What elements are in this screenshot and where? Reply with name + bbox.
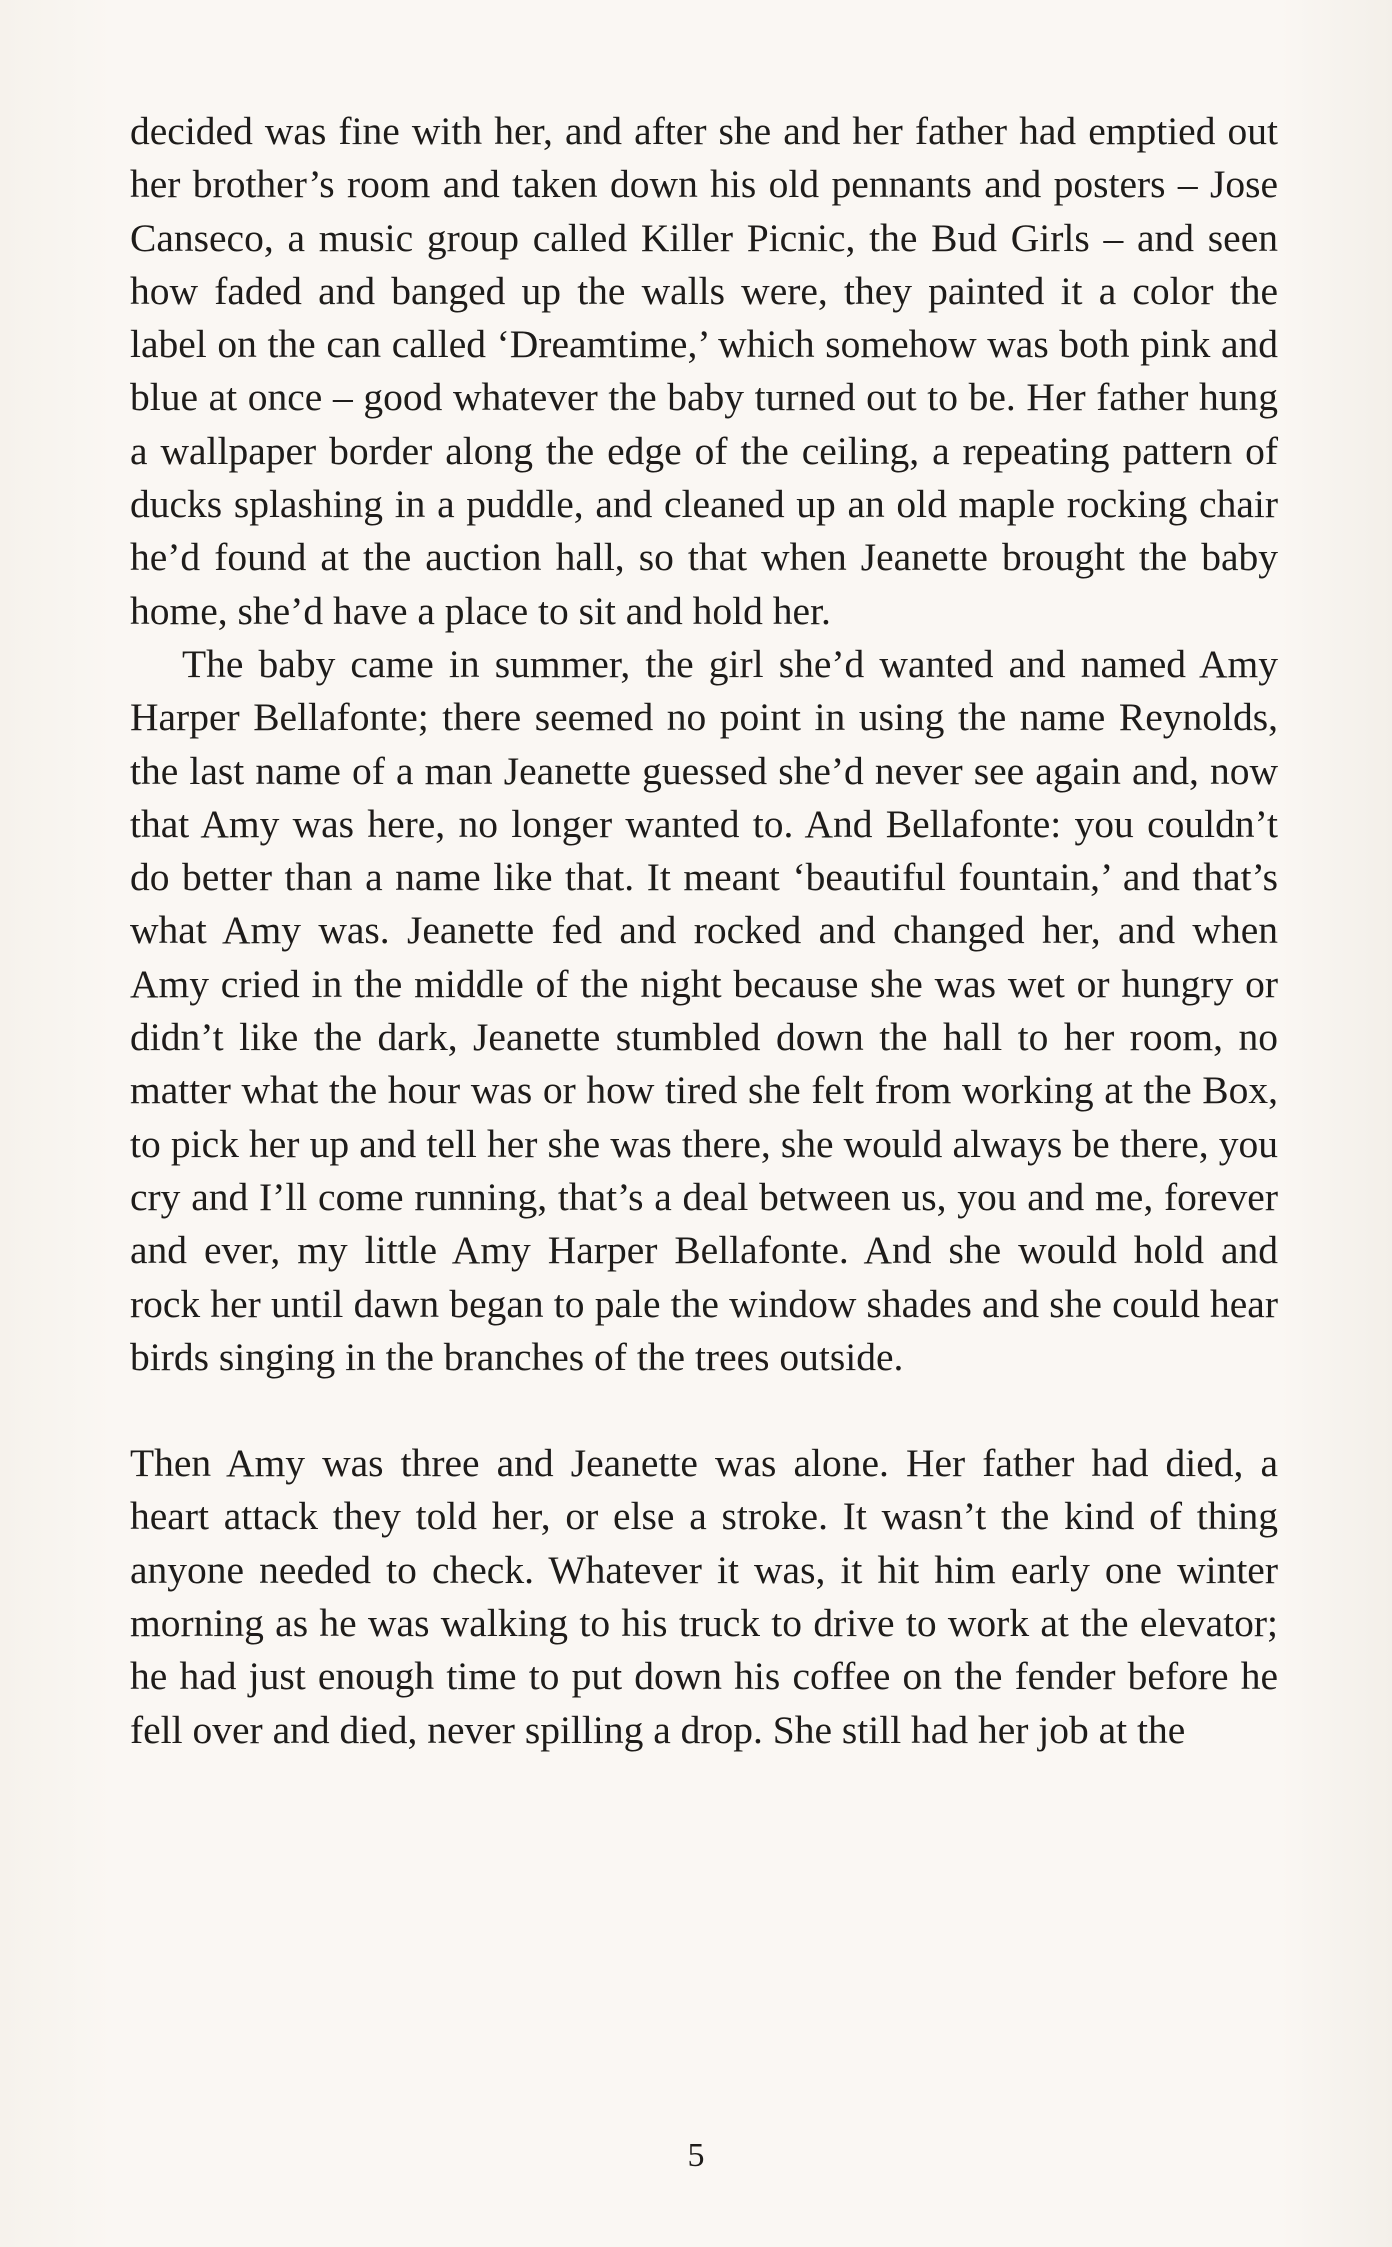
paragraph-1: decided was fine with her, and after she and her father had emptied out her brother’s room and taken down his old pennants and posters – Jose Canseco, a music group called Killer Picnic, the Bud Girls – and seen how faded and banged up the walls were, they painted it a color the label on the can called ‘Dreamtime,’ which somehow was both pink and blue at once – good whatever the baby turned out to be. Her father hung a wallpaper border along the edge of the ceiling, a repeating pattern of ducks splashing in a puddle, and cleaned up an old maple rocking chair he’d found at the auction hall, so that when Jeanette brought the baby home, she’d have a place to sit and hold her. (130, 109, 1278, 633)
body-text (130, 105, 1278, 1757)
paragraph-3: Then Amy was three and Jeanette was alone. Her father had died, a heart attack they told her, or else a stroke. It wasn’t the kind of thing anyone needed to check. Whatever it was, it hit him early one winter morning as he was walking to his truck to drive to work at the elevator; he had just enough time to put down his coffee on the fender before he fell over and died, never spilling a drop. She still had her job at the (130, 1441, 1278, 1752)
paragraph-2: The baby came in summer, the girl she’d wanted and named Amy Harper Bellafonte; there seemed no point in using the name Reynolds, the last name of a man Jeanette guessed she’d never see again and, now that Amy was here, no longer wanted to. And Bellafonte: you couldn’t do better than a name like that. It meant ‘beautiful fountain,’ and that’s what Amy was. Jeanette fed and rocked and changed her, and when Amy cried in the middle of the night because she was wet or hungry or didn’t like the dark, Jeanette stumbled down the hall to her room, no matter what the hour was or how tired she felt from working at the Box, to pick her up and tell her she was there, she would always be there, you cry and I’ll come running, that’s a deal between us, you and me, forever and ever, my little Amy Harper Bellafonte. And she would hold and rock her until dawn began to pale the window shades and she could hear birds singing in the branches of the trees outside. (130, 641, 1278, 1379)
section-break (130, 1384, 1278, 1437)
page-number: 5 (687, 2137, 705, 2174)
